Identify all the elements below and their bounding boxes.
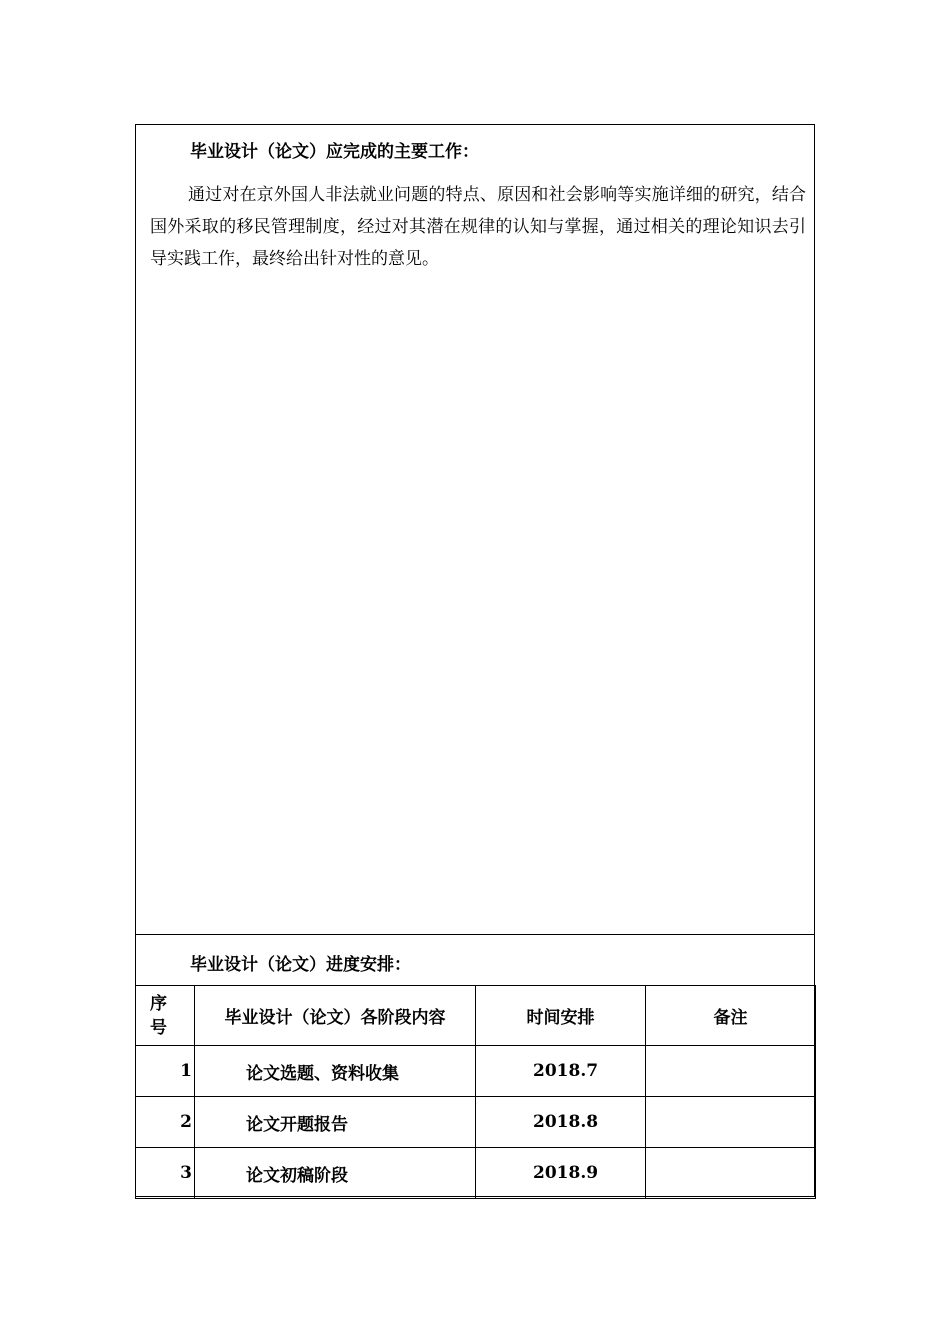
row-seq: 1 <box>136 1046 195 1097</box>
table-row <box>136 1046 816 1097</box>
row-note <box>646 1097 816 1148</box>
row-note <box>646 1046 816 1097</box>
header-seq-line2: 号 <box>150 1017 167 1038</box>
row-time: 2018.8 <box>476 1097 646 1148</box>
header-content: 毕业设计（论文）各阶段内容 <box>195 986 476 1046</box>
header-note: 备注 <box>646 986 816 1046</box>
table-row <box>136 1097 816 1148</box>
row-seq: 3 <box>136 1148 195 1199</box>
header-time: 时间安排 <box>476 986 646 1046</box>
header-seq-line1: 序 <box>150 993 167 1014</box>
main-work-body: 通过对在京外国人非法就业问题的特点、原因和社会影响等实施详细的研究，结合国外采取的移民管理制度，经过对其潜在规律的认知与掌握，通过相关的理论知识去引导实践工作，最终给出针对性的意见。 <box>150 185 806 269</box>
row-content: 论文初稿阶段 <box>195 1148 476 1199</box>
schedule-title: 毕业设计（论文）进度安排： <box>190 955 411 975</box>
header-seq <box>136 986 195 1046</box>
row-content: 论文开题报告 <box>195 1097 476 1148</box>
schedule-header-row <box>136 986 816 1046</box>
main-work-title: 毕业设计（论文）应完成的主要工作： <box>190 142 479 162</box>
schedule-table <box>135 985 816 1199</box>
row-seq: 2 <box>136 1097 195 1148</box>
row-time: 2018.9 <box>476 1148 646 1199</box>
table-row <box>136 1148 816 1199</box>
row-note <box>646 1148 816 1199</box>
main-work-section <box>136 125 814 935</box>
row-content: 论文选题、资料收集 <box>195 1046 476 1097</box>
form-frame <box>135 124 815 1197</box>
row-time: 2018.7 <box>476 1046 646 1097</box>
